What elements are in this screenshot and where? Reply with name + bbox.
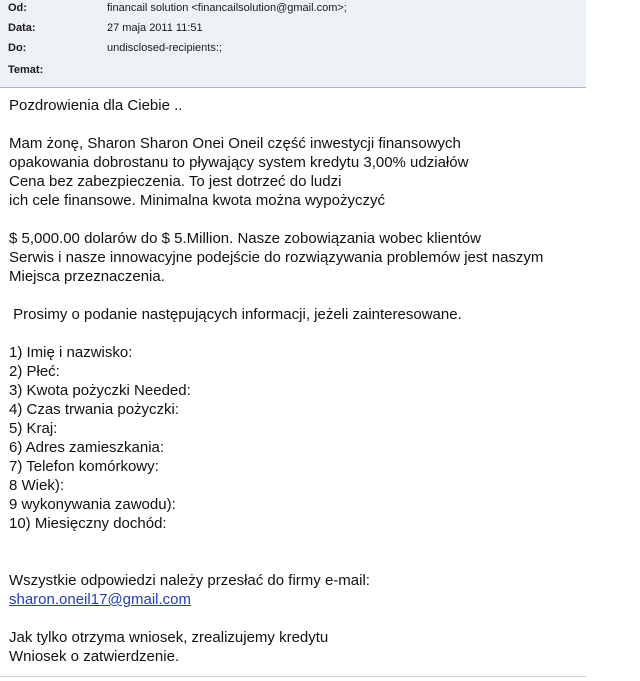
- reply-email-link[interactable]: sharon.oneil17@gmail.com: [9, 591, 191, 608]
- body-line: opakowania dobrostanu to pływający system kredytu 3,00% udziałów: [9, 154, 469, 171]
- list-item: 6) Adres zamieszkania:: [9, 439, 165, 456]
- closing-line: Wniosek o zatwierdzenie.: [9, 648, 180, 665]
- bottom-divider: [0, 676, 586, 677]
- list-item: 4) Czas trwania pożyczki:: [9, 401, 180, 418]
- date-row: [0, 20, 586, 40]
- from-value[interactable]: financail solution <financailsolution@gmail.com>;: [107, 2, 347, 14]
- subject-label: Temat:: [8, 64, 44, 76]
- body-line: $ 5,000.00 dolarów do $ 5.Million. Nasze zobowiązania wobec klientów: [9, 230, 481, 247]
- list-item: 10) Miesięczny dochód:: [9, 515, 167, 532]
- closing-line: Jak tylko otrzyma wniosek, zrealizujemy kredytu: [9, 629, 329, 646]
- blank-line: [9, 609, 609, 628]
- body-line: Miejsca przeznaczenia.: [9, 268, 165, 285]
- list-item: 8 Wiek):: [9, 477, 65, 494]
- message-body: [9, 96, 609, 666]
- blank-line: [9, 210, 609, 229]
- list-item: 1) Imię i nazwisko:: [9, 344, 133, 361]
- body-line: ich cele finansowe. Minimalna kwota można wypożyczyć: [9, 192, 385, 209]
- list-item: 7) Telefon komórkowy:: [9, 458, 159, 475]
- message-header: [0, 0, 586, 88]
- blank-line: [9, 324, 609, 343]
- date-label: Data:: [8, 22, 36, 34]
- date-value: 27 maja 2011 11:51: [107, 22, 203, 34]
- list-item: 3) Kwota pożyczki Needed:: [9, 382, 191, 399]
- from-row: [0, 0, 586, 20]
- body-line: Serwis i nasze innowacyjne podejście do rozwiązywania problemów jest naszym: [9, 249, 544, 266]
- to-value[interactable]: undisclosed-recipients:;: [107, 42, 222, 54]
- reply-email-line: [9, 590, 609, 609]
- list-item: 9 wykonywania zawodu):: [9, 496, 176, 513]
- request-line: Prosimy o podanie następujących informacji, jeżeli zainteresowane.: [9, 306, 462, 323]
- subject-row: [0, 62, 586, 82]
- greeting-line: Pozdrowienia dla Ciebie ..: [9, 97, 183, 114]
- list-item: 2) Płeć:: [9, 363, 60, 380]
- body-line: Cena bez zabezpieczenia. To jest dotrzeć do ludzi: [9, 173, 342, 190]
- body-line: Mam żonę, Sharon Sharon Onei Oneil część inwestycji finansowych: [9, 135, 461, 152]
- to-row: [0, 40, 586, 60]
- from-label: Od:: [8, 2, 27, 14]
- blank-line: [9, 533, 609, 552]
- list-item: 5) Kraj:: [9, 420, 58, 437]
- blank-line: [9, 115, 609, 134]
- reply-instruction: Wszystkie odpowiedzi należy przesłać do firmy e-mail:: [9, 572, 370, 589]
- header-gutter: [586, 0, 640, 87]
- blank-line: [9, 552, 609, 571]
- blank-line: [9, 286, 609, 305]
- to-label: Do:: [8, 42, 27, 54]
